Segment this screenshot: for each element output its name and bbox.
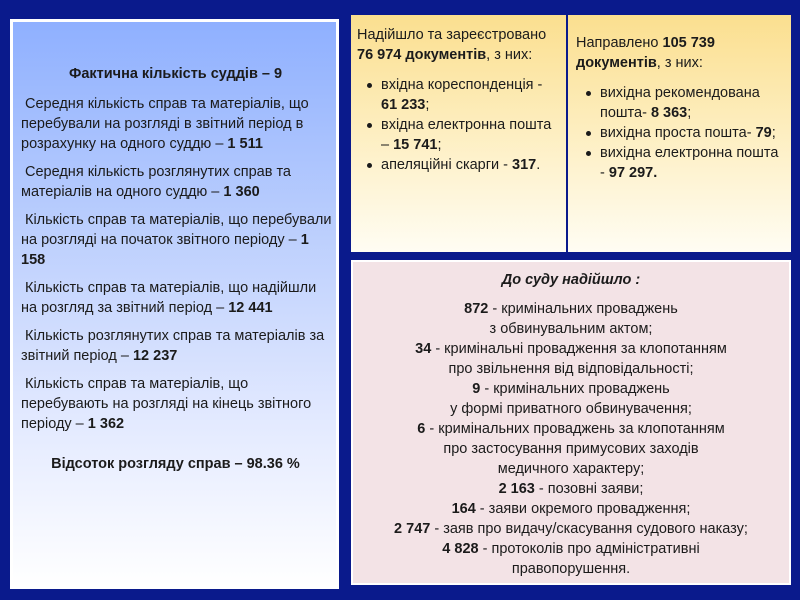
- incoming-intro-text: Надійшло та зареєстровано: [357, 27, 547, 43]
- court-row: [357, 559, 785, 579]
- stat-value: 1 511: [227, 136, 263, 152]
- row-number: 6: [417, 421, 426, 437]
- court-row: [357, 299, 785, 319]
- judges-count-title: Фактична кількість суддів – 9: [68, 66, 283, 82]
- court-row: [357, 479, 785, 499]
- stat-label: Кількість справ та матеріалів, що перебувають на розгляді на кінець звітного періоду –: [21, 376, 312, 432]
- stat-item: [19, 374, 332, 434]
- row-text: - кримінальні провадження за клопотанням: [431, 341, 727, 357]
- outgoing-intro-tail: , з них:: [656, 55, 703, 71]
- row-text: - заяв про видачу/скасування судового наказу;: [430, 521, 748, 537]
- court-row: [357, 399, 785, 419]
- court-row: [357, 419, 785, 439]
- list-item: [365, 155, 560, 175]
- row-text: - кримінальних проваджень за клопотанням: [425, 421, 725, 437]
- outgoing-intro-text: Направлено: [576, 35, 659, 51]
- stat-value: 1 360: [223, 184, 260, 200]
- item-label: вихідна рекомендована пошта-: [600, 85, 760, 121]
- item-value: 15 741: [393, 137, 438, 153]
- incoming-total: 76 974 документів: [357, 47, 487, 63]
- outgoing-list: [576, 83, 785, 183]
- court-received-title: До суду надійшло :: [501, 272, 641, 288]
- row-text: у формі приватного обвинувачення;: [450, 401, 692, 417]
- row-text: - кримінальних проваджень: [480, 381, 670, 397]
- list-item: [365, 115, 560, 155]
- list-item: [365, 75, 560, 115]
- item-tail: ;: [687, 105, 692, 121]
- item-tail: ;: [437, 137, 442, 153]
- row-text: про звільнення від відповідальності;: [448, 361, 694, 377]
- court-row: [357, 319, 785, 339]
- stat-item: [19, 278, 332, 318]
- stat-label: Середня кількість справ та матеріалів, що перебували на розгляді в звітний період в розрахунку на одного суддю –: [21, 96, 309, 152]
- stat-item: [19, 326, 332, 366]
- incoming-documents-panel: [351, 15, 566, 252]
- judges-statistics-panel: [10, 19, 339, 589]
- court-row: [357, 339, 785, 359]
- incoming-intro: [357, 25, 560, 65]
- stat-label: Середня кількість розглянутих справ та матеріалів на одного суддю –: [21, 164, 291, 200]
- item-label: вихідна електронна пошта -: [600, 145, 779, 181]
- item-tail: .: [536, 157, 541, 173]
- row-number: 2 747: [394, 521, 431, 537]
- stat-item: [19, 162, 332, 202]
- item-label: вхідна кореспонденція -: [381, 77, 543, 93]
- list-item: [584, 123, 785, 143]
- item-value: 317: [512, 157, 537, 173]
- outgoing-documents-panel: [568, 15, 791, 252]
- item-value: 61 233: [381, 97, 426, 113]
- incoming-intro-tail: , з них:: [486, 47, 533, 63]
- row-number: 872: [464, 301, 489, 317]
- court-row: [357, 359, 785, 379]
- stat-value: 12 441: [228, 300, 273, 316]
- stat-label: Кількість справ та матеріалів, що надійшли на розгляд за звітний період –: [21, 280, 317, 316]
- list-item: [584, 83, 785, 123]
- item-label: апеляційні скарги -: [381, 157, 508, 173]
- incoming-list: [357, 75, 560, 175]
- stat-item: [19, 94, 332, 154]
- stat-value: 1 362: [87, 416, 125, 432]
- row-text: правопорушення.: [511, 561, 631, 577]
- court-row: [357, 379, 785, 399]
- row-number: 2 163: [498, 481, 535, 497]
- stat-label: Кількість розглянутих справ та матеріалів за звітний період –: [21, 328, 325, 364]
- stat-value: 12 237: [132, 348, 178, 364]
- row-text: - кримінальних проваджень: [488, 301, 678, 317]
- row-text: - заяви окремого провадження;: [475, 501, 691, 517]
- court-row: [357, 539, 785, 559]
- stat-item: [19, 210, 332, 270]
- item-tail: ;: [425, 97, 430, 113]
- item-value: 97 297.: [608, 165, 658, 181]
- item-label: вхідна електронна пошта –: [381, 117, 552, 153]
- row-text: - позовні заяви;: [534, 481, 644, 497]
- row-text: - протоколів про адміністративні: [478, 541, 700, 557]
- row-text: з обвинувальним актом;: [489, 321, 653, 337]
- court-received-panel: [351, 260, 791, 585]
- stat-value: 1 158: [21, 232, 309, 268]
- row-number: 164: [451, 501, 476, 517]
- court-row: [357, 499, 785, 519]
- item-label: вихідна проста пошта-: [600, 125, 752, 141]
- row-number: 34: [415, 341, 432, 357]
- row-text: про застосування примусових заходів: [443, 441, 699, 457]
- outgoing-total: 105 739 документів: [576, 35, 715, 71]
- list-item: [584, 143, 785, 183]
- court-row: [357, 519, 785, 539]
- row-number: 4 828: [442, 541, 479, 557]
- item-value: 79: [755, 125, 772, 141]
- court-row: [357, 459, 785, 479]
- row-text: медичного характеру;: [497, 461, 645, 477]
- review-percentage: Відсоток розгляду справ – 98.36 %: [51, 456, 300, 472]
- item-tail: ;: [771, 125, 776, 141]
- outgoing-intro: [576, 33, 785, 73]
- court-row: [357, 439, 785, 459]
- item-value: 8 363: [650, 105, 688, 121]
- stat-label: Кількість справ та матеріалів, що перебували на розгляді на початок звітного періоду –: [21, 212, 332, 248]
- row-number: 9: [472, 381, 481, 397]
